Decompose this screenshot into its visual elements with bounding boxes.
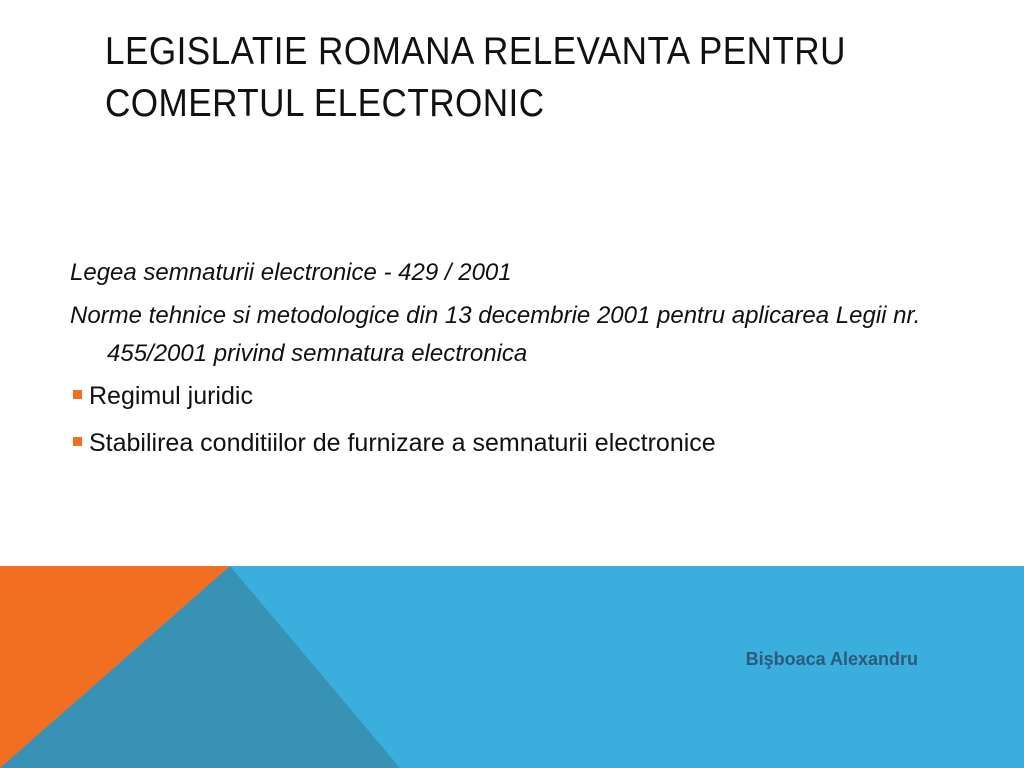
bullet-text: Stabilirea conditiilor de furnizare a semnaturii electronice — [89, 429, 716, 457]
square-bullet-icon — [73, 437, 82, 446]
slide-content — [70, 254, 970, 472]
paragraph-technical-norms: Norme tehnice si metodologice din 13 decembrie 2001 pentru aplicarea Legii nr. 455/2001 privind semnatura electronica — [70, 302, 921, 367]
slide-title — [105, 26, 897, 130]
author-name: Bişboaca Alexandru — [745, 649, 918, 669]
bullet-item-legal-regime — [70, 378, 970, 414]
bullet-text: Regimul juridic — [89, 382, 253, 410]
bullet-item-conditions — [70, 425, 970, 461]
paragraph-law-electronic-signature: Legea semnaturii electronice - 429 / 2001 — [70, 259, 512, 286]
slide-title-line-1: LEGISLATIE ROMANA RELEVANTA PENTRU — [105, 30, 846, 73]
square-bullet-icon — [73, 390, 82, 399]
slide-title-line-2: COMERTUL ELECTRONIC — [105, 82, 545, 125]
